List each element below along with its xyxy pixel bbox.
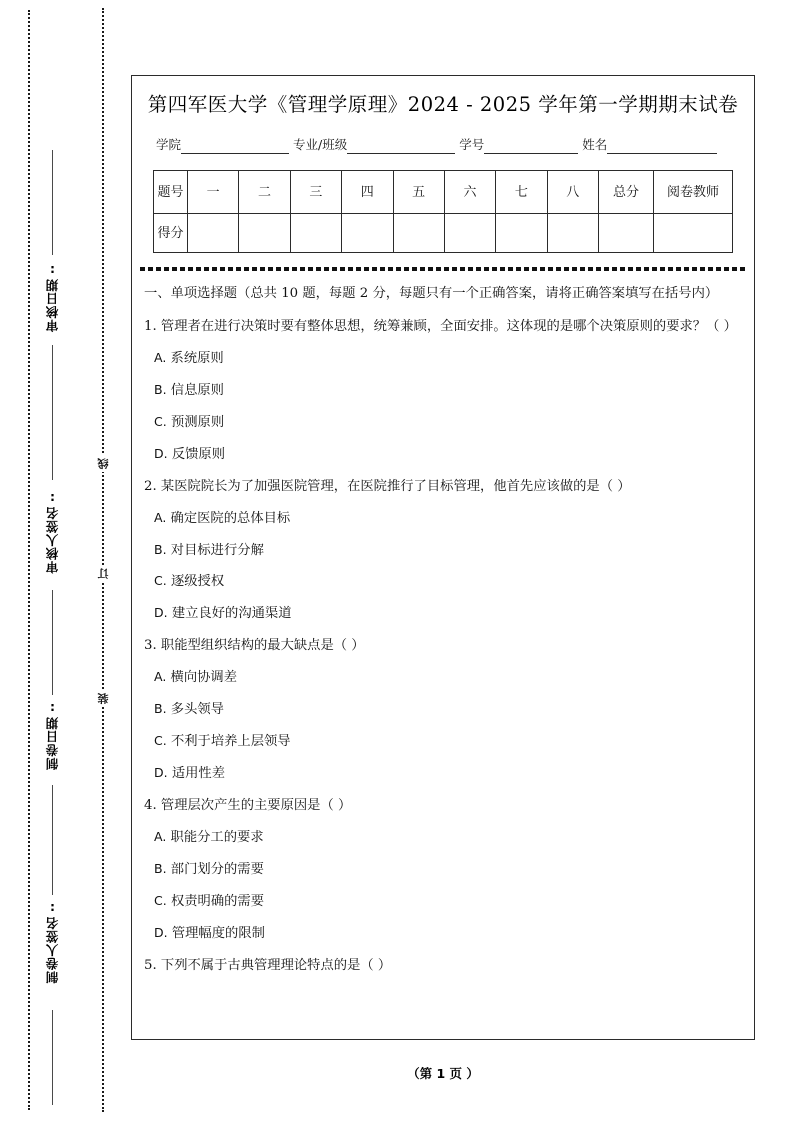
option-letter: D. [154,445,168,461]
option-text: 横向协调差 [170,670,238,686]
score-table [153,170,733,253]
score-col-2: 二 [239,171,290,214]
option-text: 逐级授权 [170,574,225,590]
score-col-1: 一 [188,171,239,214]
identity-fields [156,135,740,154]
seal-char-line: 线 [96,455,112,472]
field-major-class-label: 专业/班级 [293,137,348,152]
seal-char-fold: 装 [96,690,112,707]
option-text: 不利于培养上层领导 [170,734,291,750]
question-1-option-d[interactable] [154,445,738,465]
option-text: 系统原则 [170,350,224,366]
field-name [582,135,717,154]
field-student-id [459,135,578,154]
question-2-option-a[interactable] [154,509,738,529]
margin-rule-5 [52,1010,53,1105]
page-title: 第四军医大学《管理学原理》2024 - 2025 学年第一学期期末试卷 [147,93,739,116]
question-3-option-c[interactable] [154,732,738,752]
score-cell-3[interactable] [290,214,341,253]
score-cell-6[interactable] [444,214,495,253]
question-1-option-c[interactable] [154,413,738,433]
score-cell-7[interactable] [496,214,547,253]
exam-page-frame [131,75,755,1040]
option-letter: D. [154,605,168,621]
inner-dotted-line [102,8,104,1112]
field-college-label: 学院 [156,137,182,152]
field-major-class [293,135,455,154]
score-cell-5[interactable] [393,214,444,253]
margin-rule-1 [52,150,53,255]
option-text: 对目标进行分解 [170,542,264,558]
score-col-5: 五 [393,171,444,214]
field-student-id-label: 学号 [459,137,485,152]
section-heading-1: 一、单项选择题（总共 10 题，每题 2 分，每题只有一个正确答案，请将正确答案填写在括号内） [144,286,719,301]
question-4-option-a[interactable] [154,828,738,848]
question-stem-3: 3. 职能型组织结构的最大缺点是（ ） [144,638,365,654]
option-text: 权责明确的需要 [170,893,265,909]
question-1-option-b[interactable] [154,381,738,401]
field-college [156,135,289,154]
option-letter: A. [154,828,167,844]
score-col-3: 三 [290,171,341,214]
score-col-7: 七 [496,171,547,214]
exam-body [144,284,738,976]
score-cell-2[interactable] [239,214,290,253]
margin-rule-4 [52,785,53,895]
question-2-option-c[interactable] [154,572,738,592]
score-cell-8[interactable] [547,214,598,253]
option-letter: C. [154,573,167,589]
margin-rule-3 [52,590,53,695]
option-letter: C. [154,413,167,429]
question-stem-1: 1. 管理者在进行决策时要有整体思想，统筹兼顾，全面安排。这体现的是哪个决策原则的要求？（ ） [144,318,737,334]
score-col-grader: 阅卷教师 [654,171,733,214]
page-footer: （第 1 页 ） [407,1066,479,1081]
question-4-option-b[interactable] [154,860,738,880]
option-text: 信息原则 [170,382,224,398]
score-col-6: 六 [444,171,495,214]
score-col-4: 四 [342,171,393,214]
score-table-header-row [154,171,733,214]
field-college-input[interactable] [181,140,289,154]
score-cell-grader[interactable] [654,214,733,253]
option-letter: A. [154,669,167,685]
question-2-option-d[interactable] [154,604,738,624]
field-name-label: 姓名 [582,137,608,152]
option-letter: D. [154,924,168,940]
score-col-total: 总分 [599,171,654,214]
margin-label-preparer-signature: 制卷人签名: [45,900,60,984]
section-divider [140,267,746,271]
option-letter: B. [154,860,167,876]
question-1-option-a[interactable] [154,349,738,369]
option-letter: B. [154,701,167,717]
score-table-row-label-number: 题号 [154,171,188,214]
question-2-option-b[interactable] [154,541,738,561]
option-letter: A. [154,509,167,525]
outer-dotted-line [28,10,30,1110]
question-4-option-c[interactable] [154,892,738,912]
question-4-option-d[interactable] [154,924,738,944]
question-3-option-a[interactable] [154,668,738,688]
score-table-row-label-score: 得分 [154,214,188,253]
option-text: 部门划分的需要 [170,861,264,877]
option-letter: C. [154,892,167,908]
question-stem-4: 4. 管理层次产生的主要原因是（ ） [144,798,352,813]
option-text: 确定医院的总体目标 [170,510,291,526]
field-name-input[interactable] [607,140,717,154]
seal-char-bind: 订 [96,565,112,582]
margin-label-prepare-date: 制卷日期: [45,700,60,770]
score-table-value-row [154,214,733,253]
option-text: 反馈原则 [171,446,226,462]
question-stem-5: 5. 下列不属于古典管理理论特点的是（ ） [144,957,392,973]
margin-label-reviewer-signature: 审核人签名: [45,490,60,574]
option-text: 适用性差 [171,766,226,782]
option-letter: B. [154,541,167,557]
field-student-id-input[interactable] [484,140,578,154]
option-text: 管理幅度的限制 [171,925,265,941]
field-major-class-input[interactable] [347,140,455,154]
score-cell-total[interactable] [599,214,654,253]
binding-margin [0,0,131,1122]
option-text: 多头领导 [170,702,224,718]
question-3-option-b[interactable] [154,700,738,720]
question-3-option-d[interactable] [154,764,738,784]
option-text: 建立良好的沟通渠道 [171,606,292,622]
option-letter: D. [154,765,168,781]
score-col-8: 八 [547,171,598,214]
score-cell-1[interactable] [188,214,239,253]
option-text: 预测原则 [170,414,225,430]
option-letter: C. [154,733,167,749]
margin-rule-2 [52,345,53,480]
option-letter: A. [154,349,167,365]
score-cell-4[interactable] [342,214,393,253]
option-letter: B. [154,381,167,397]
option-text: 职能分工的要求 [170,829,264,845]
question-stem-2: 2. 某医院院长为了加强医院管理，在医院推行了目标管理，他首先应该做的是（ ） [144,478,631,494]
margin-label-review-date: 审核日期: [45,262,60,332]
